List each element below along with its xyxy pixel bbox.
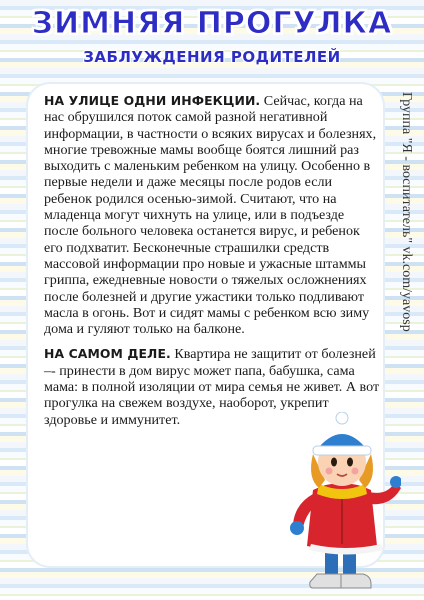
child-eye-left xyxy=(331,458,337,467)
child-winter-illustration xyxy=(283,412,401,600)
paragraph-fact-lead: НА САМОМ ДЕЛЕ. xyxy=(44,346,171,362)
article-body xyxy=(44,93,382,437)
paragraph-fact-text: Квартира не защитит от болезней –- принести в дом вирус может папа, бабушка, сама мама: в полной изоляции от мира семья не живет. А вот прогулка на свежем воздухе, наоборот, укрепит здоровье и иммунитет. xyxy=(44,346,380,428)
child-boot-right xyxy=(341,574,371,588)
child-cheek-right xyxy=(352,468,359,475)
page-title: ЗИМНЯЯ ПРОГУЛКА xyxy=(31,6,393,41)
child-mitten-right xyxy=(390,476,401,488)
child-hat-pompom xyxy=(336,412,348,424)
child-boot-left xyxy=(310,574,341,588)
paragraph-myth-text: Сейчас, когда на нас обрушился поток самой разной негативной информации, в частности о всяких вирусах и болезнях, многие тревожные мамы вообще боятся лишний раз выходить с маленьким ребенком на улицу. Особенно в первые недели и даже месяцы после родов если ребенок родился осенью-зимой. Считают, что на младенца могут чихнуть на улице, или в подъезде после больного человека останется вирус, и ребенок его подхватит. Бесконечные страшилки средств массовой информации про новые и ужасные штаммы гриппа, ежедневные новости о тяжелых осложнениях после болезней и другие ужастики только подливают масла в огонь. Вот и сидят мамы с ребенком всю зиму дома и гуляют только на балконе. xyxy=(44,93,377,338)
paragraph-myth xyxy=(44,93,382,337)
child-eye-right xyxy=(347,458,353,467)
child-mitten-left xyxy=(290,521,304,535)
child-cheek-left xyxy=(326,468,333,475)
page-subtitle: ЗАБЛУЖДЕНИЯ РОДИТЕЛЕЙ xyxy=(83,48,341,66)
paragraph-myth-lead: НА УЛИЦЕ ОДНИ ИНФЕКЦИИ. xyxy=(44,93,261,108)
group-caption: Группа "Я - воспитатель" vk.com/yavosp xyxy=(399,92,414,332)
child-hat-band xyxy=(313,446,371,455)
